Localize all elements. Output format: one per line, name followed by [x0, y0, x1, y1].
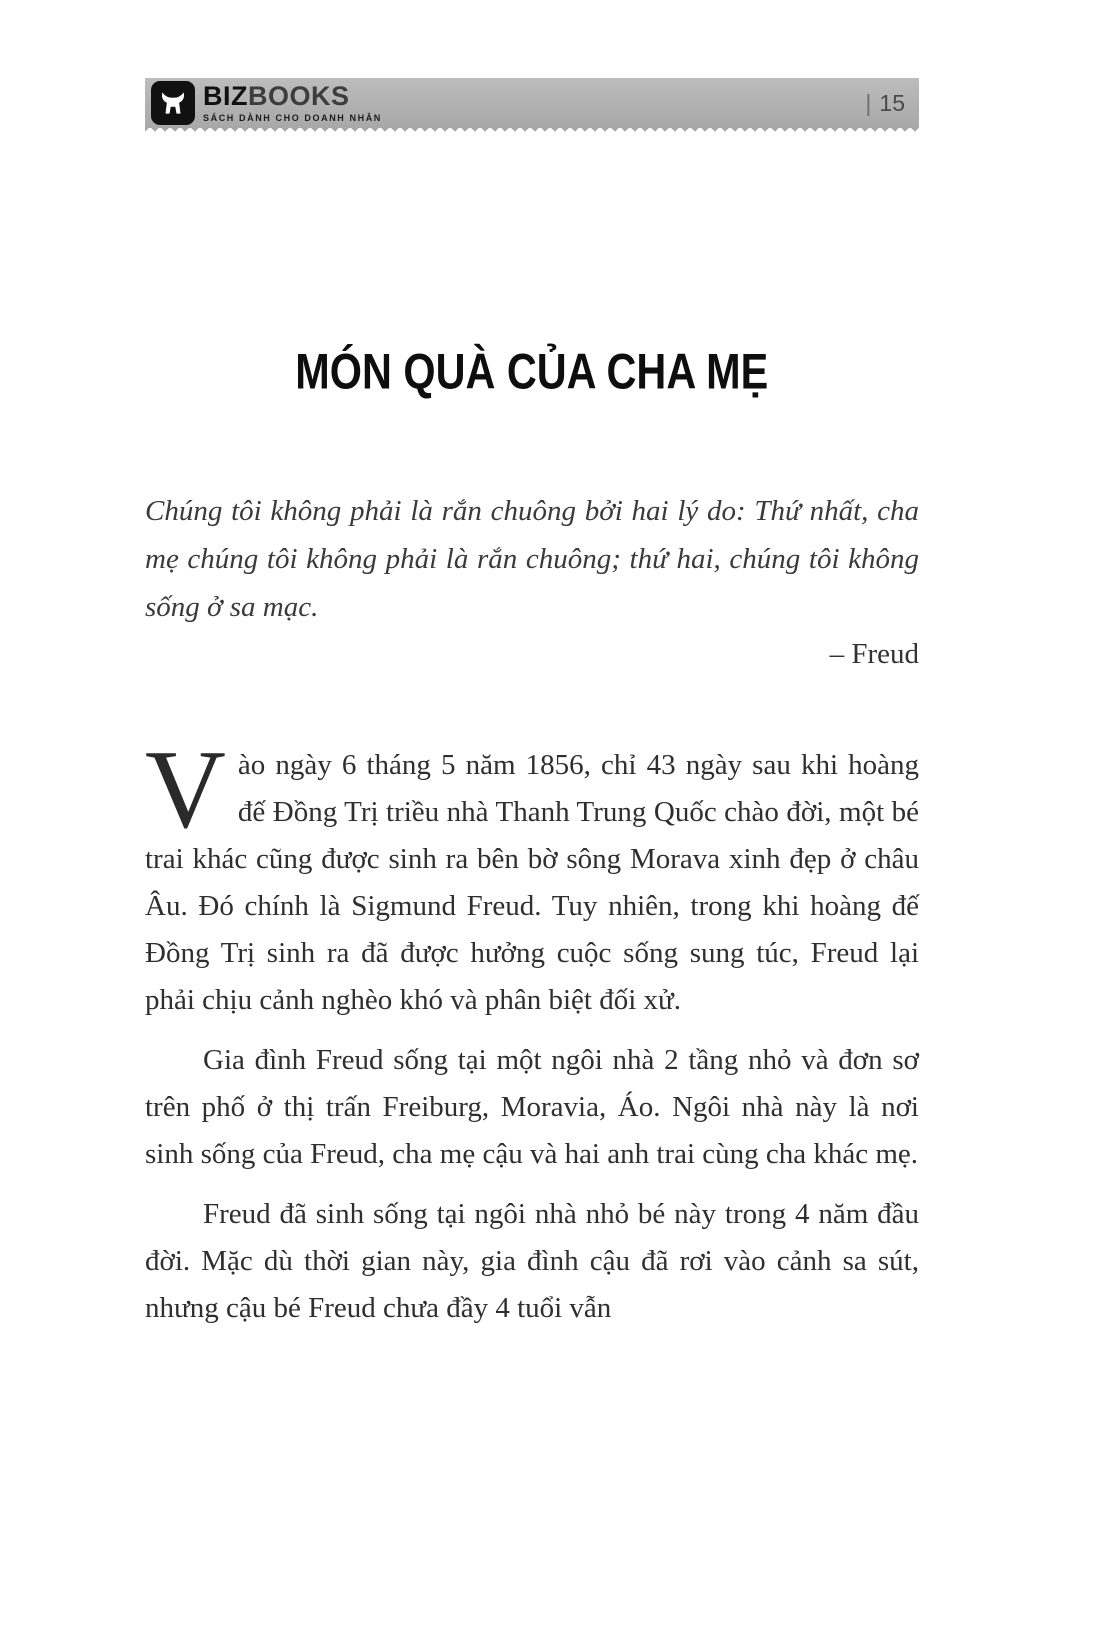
paragraph-text: ào ngày 6 tháng 5 năm 1856, chỉ 43 ngày sau khi hoàng đế Đồng Trị triều nhà Thanh Trung Quốc chào đời, một bé trai khác cũng được sinh ra bên bờ sông Morava xinh đẹp ở châu Âu. Đó chính là Sigmund Freud. Tuy nhiên, trong khi hoàng đế Đồng Trị sinh ra đã được hưởng cuộc sống sung túc, Freud lại phải chịu cảnh nghèo khó và phân biệt đối xử.: [145, 749, 919, 1016]
logo-wordmark: [203, 83, 382, 110]
page-header: [145, 78, 919, 128]
logo-tagline: SÁCH DÀNH CHO DOANH NHÂN: [203, 113, 382, 123]
paragraph-text: Freud đã sinh sống tại ngôi nhà nhỏ bé này trong 4 năm đầu đời. Mặc dù thời gian này, gia đình cậu đã rơi vào cảnh sa sút, nhưng cậu bé Freud chưa đầy 4 tuổi vẫn: [145, 1198, 919, 1324]
paragraph: [145, 728, 919, 1024]
logo-text: [203, 83, 382, 123]
bizbooks-logo: [151, 81, 382, 125]
body-text: [145, 728, 919, 1332]
epigraph-quote: Chúng tôi không phải là rắn chuông bởi hai lý do: Thứ nhất, cha mẹ chúng tôi không phải là rắn chuông; thứ hai, chúng tôi không sống ở sa mạc.: [145, 495, 919, 623]
logo-books: BOOKS: [248, 81, 350, 111]
drop-cap: V: [145, 728, 226, 852]
page-number-separator: |: [865, 89, 872, 116]
paragraph: [145, 1191, 919, 1332]
paragraph-text: Gia đình Freud sống tại một ngôi nhà 2 tầng nhỏ và đơn sơ trên phố ở thị trấn Freiburg, Moravia, Áo. Ngôi nhà này là nơi sinh sống của Freud, cha mẹ cậu và hai anh trai cùng cha khác mẹ.: [145, 1044, 919, 1170]
epigraph-attribution: – Freud: [829, 638, 919, 670]
logo-biz: BIZ: [203, 81, 248, 111]
bull-icon: [151, 81, 195, 125]
page-number: [865, 90, 905, 117]
chapter-title-text: MÓN QUÀ CỦA CHA MẸ: [295, 342, 769, 400]
paragraph: [145, 1037, 919, 1178]
page-number-value: 15: [879, 89, 905, 116]
chapter-title: [145, 344, 919, 398]
